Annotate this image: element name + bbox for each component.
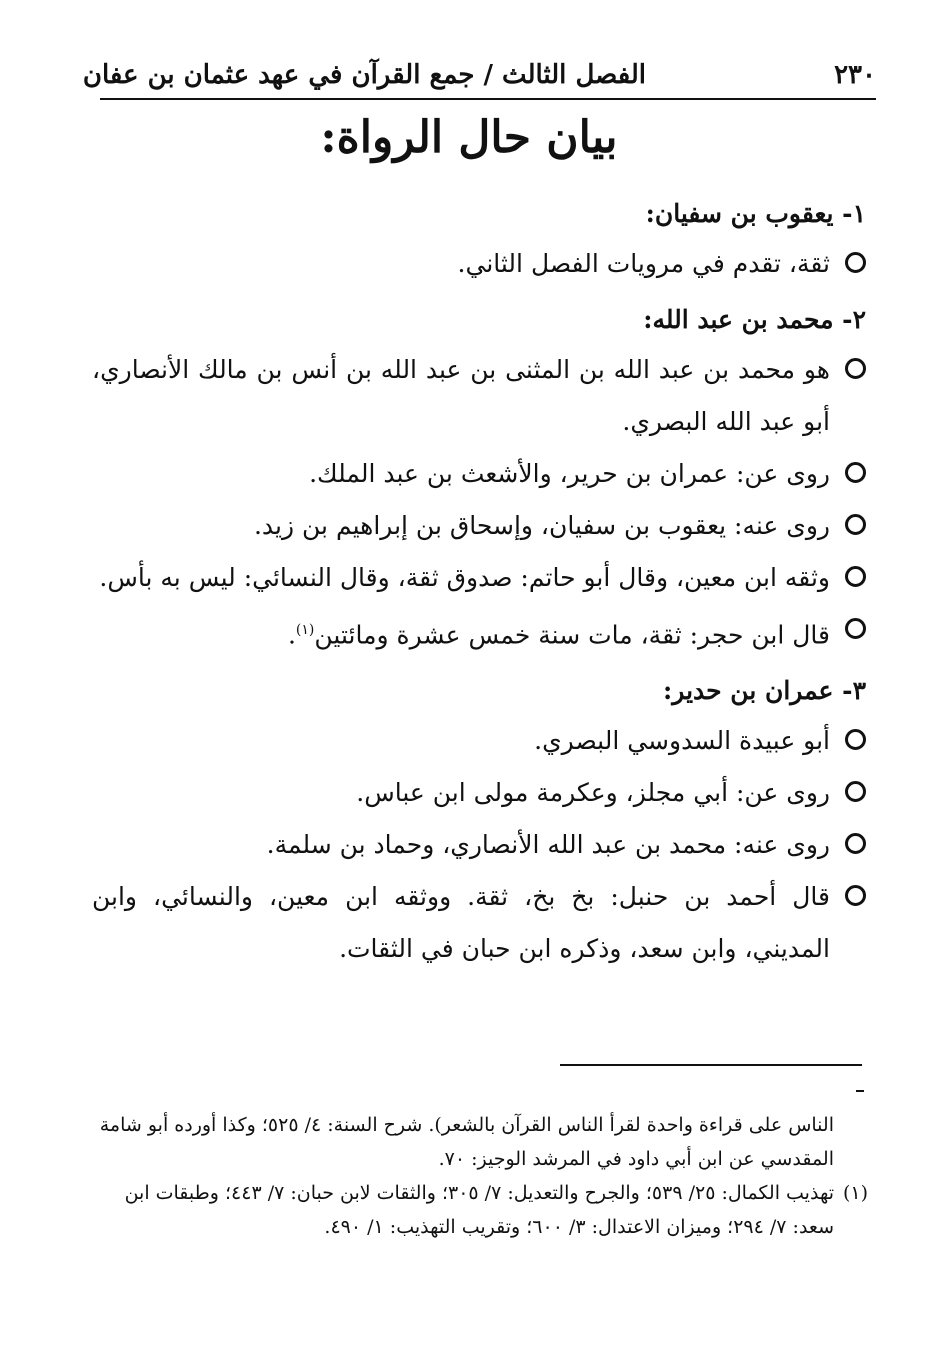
- circle-bullet-icon: [845, 462, 866, 483]
- item-text: روى عنه: محمد بن عبد الله الأنصاري، وحماد بن سلمة.: [266, 830, 830, 860]
- page-title: بيان حال الرواة:: [320, 112, 618, 163]
- running-title: الفصل الثالث / جمع القرآن في عهد عثمان بن عفان: [82, 60, 646, 90]
- list-item: [92, 871, 866, 975]
- list-item: [92, 238, 866, 290]
- header-rule: [100, 98, 876, 100]
- list-item: [92, 604, 866, 661]
- footnotes: [98, 1108, 868, 1244]
- footnote-number: (١): [842, 1182, 868, 1204]
- circle-bullet-icon: [845, 358, 866, 379]
- circle-bullet-icon: [845, 833, 866, 854]
- circle-bullet-icon: [845, 781, 866, 802]
- page-number: ٢٣٠: [834, 60, 876, 90]
- main-content: [92, 184, 866, 975]
- section-heading-muhammad: ٢- محمد بن عبد الله:: [643, 305, 866, 334]
- circle-bullet-icon: [845, 252, 866, 273]
- footnote-separator: [560, 1064, 862, 1066]
- item-text-end: .: [287, 620, 296, 650]
- section-heading-yaqub: ١- يعقوب بن سفيان:: [645, 199, 866, 228]
- item-text: أبو عبيدة السدوسي البصري.: [534, 726, 830, 756]
- item-text: قال أحمد بن حنبل: بخ بخ، ثقة. ووثقه ابن معين، والنسائي، وابن المديني، وابن سعد، وذكره ابن حبان في الثقات.: [92, 882, 830, 964]
- item-text: قال ابن حجر: ثقة، مات سنة خمس عشرة ومائتين: [314, 620, 830, 650]
- list-item: [92, 819, 866, 871]
- item-text: وثقه ابن معين، وقال أبو حاتم: صدوق ثقة، وقال النسائي: ليس به بأس.: [99, 563, 830, 592]
- footnote-reference[interactable]: (١): [295, 622, 315, 638]
- section-heading-imran: ٣- عمران بن حدير:: [663, 676, 866, 706]
- footnote-continuation: [98, 1108, 868, 1176]
- running-header: [82, 56, 876, 100]
- footnote-text: تهذيب الكمال: ٢٥/ ٥٣٩؛ والجرح والتعديل: ٧/ ٣٠٥؛ والثقات لابن حبان: ٧/ ٤٤٣؛ وطبقات ابن سعد: ٧/ ٢٩٤؛ وميزان الاعتدال: ٣/ ٦٠٠؛ وتقريب التهذيب: ١/ ٤٩٠.: [124, 1182, 834, 1238]
- item-text: ثقة، تقدم في مرويات الفصل الثاني.: [457, 249, 830, 278]
- circle-bullet-icon: [845, 729, 866, 750]
- list-item: [92, 344, 866, 448]
- item-text: روى عنه: يعقوب بن سفيان، وإسحاق بن إبراهيم بن زيد.: [253, 511, 830, 540]
- list-item: [92, 500, 866, 552]
- footnote-continuation-mark: [856, 1090, 864, 1092]
- list-item: [92, 448, 866, 500]
- footnote-1: [98, 1176, 868, 1244]
- item-text: هو محمد بن عبد الله بن المثنى بن عبد الله بن أنس بن مالك الأنصاري، أبو عبد الله البصري.: [92, 355, 830, 436]
- circle-bullet-icon: [845, 885, 866, 906]
- list-item: [92, 767, 866, 819]
- footnote-text: الناس على قراءة واحدة لقرأ الناس القرآن بالشعر). شرح السنة: ٤/ ٥٢٥؛ وكذا أورده أبو شامة المقدسي عن ابن أبي داود في المرشد الوجيز: ٧٠.: [99, 1114, 834, 1170]
- item-text: روى عن: عمران بن حرير، والأشعث بن عبد الملك.: [309, 459, 830, 488]
- circle-bullet-icon: [845, 618, 866, 639]
- circle-bullet-icon: [845, 566, 866, 587]
- item-text: روى عن: أبي مجلز، وعكرمة مولى ابن عباس.: [356, 778, 830, 808]
- list-item: [92, 552, 866, 604]
- circle-bullet-icon: [845, 514, 866, 535]
- list-item: [92, 715, 866, 767]
